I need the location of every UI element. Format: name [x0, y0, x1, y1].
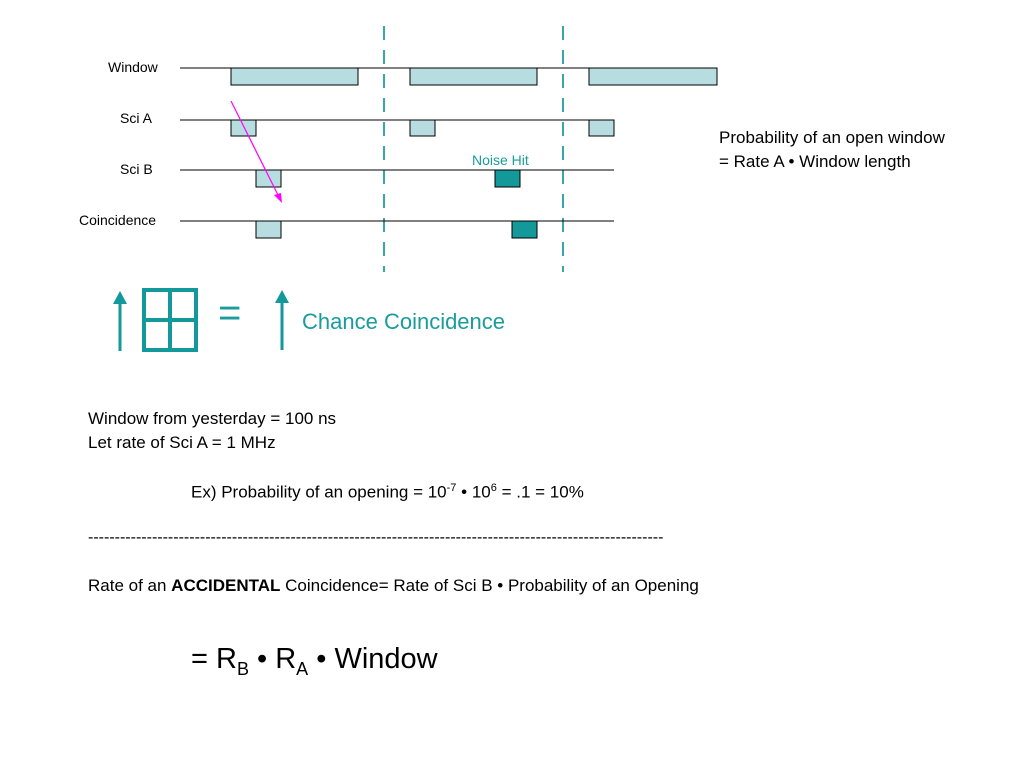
rate-given-line: Let rate of Sci A = 1 MHz	[88, 433, 276, 452]
up-arrow-1-head	[113, 291, 127, 304]
up-arrow-2-head	[275, 290, 289, 303]
causal-arrowhead	[274, 193, 282, 203]
window-pulse-3	[589, 68, 717, 85]
row-label-window: Window	[108, 59, 158, 75]
sci-a-pulse-3	[589, 120, 614, 136]
sci-b-pulse-1	[256, 170, 281, 187]
rate-formula: = $R_B$ • $R_A$ • Window	[191, 643, 438, 679]
noise-hit-label: Noise Hit	[472, 152, 529, 168]
equals-sign: =	[218, 291, 242, 335]
sci-a-pulse-2	[410, 120, 435, 136]
side-note-line2: = Rate A • Window length	[719, 152, 911, 171]
dashed-divider: ------------------------------------------------------------------------------------------------------------	[88, 529, 664, 546]
accidental-rate-line: Rate of an ACCIDENTAL Coincidence= Rate of Sci B • Probability of an Opening	[88, 576, 699, 595]
row-label-sci-a: Sci A	[120, 110, 152, 126]
sci-a-pulse-1	[231, 120, 256, 136]
coincidence-noise-pulse	[512, 221, 537, 238]
sci-b-noise-pulse	[495, 170, 520, 187]
window-given-line: Window from yesterday = 100 ns	[88, 409, 337, 428]
row-label-sci-b: Sci B	[120, 161, 153, 177]
row-label-coincidence: Coincidence	[79, 212, 157, 228]
example-line: Ex) Probability of an opening = $10^{-7}$ • $10^6 = .1 = 10\%$	[191, 482, 584, 502]
side-note-line1: Probability of an open window	[719, 128, 945, 147]
chance-coincidence-caption: Chance Coincidence	[302, 309, 506, 334]
window-pulse-2	[410, 68, 537, 85]
coincidence-pulse-1	[256, 221, 281, 238]
window-pulse-1	[231, 68, 358, 85]
